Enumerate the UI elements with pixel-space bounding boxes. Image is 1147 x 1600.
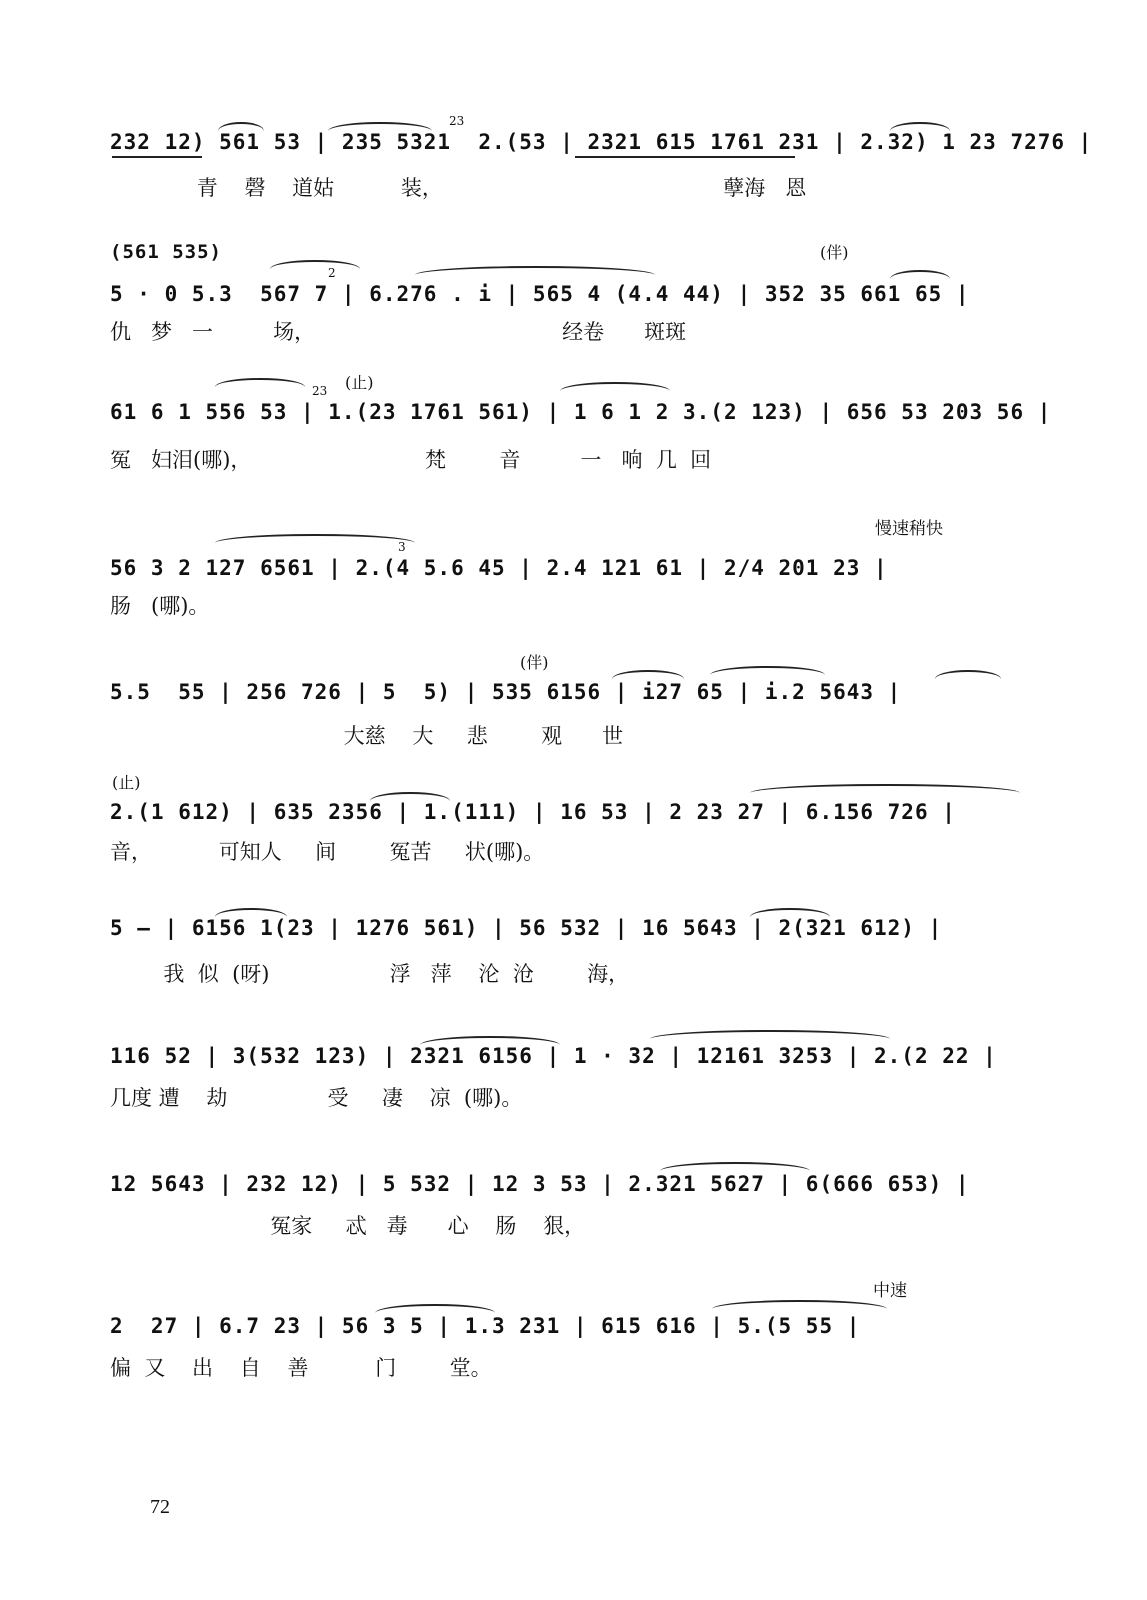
notation-line: 2.(1 612) | 635 2356 | 1.(111) | 16 53 | 2 23 27 | 6.156 726 | bbox=[110, 800, 956, 824]
slur bbox=[328, 122, 432, 131]
notation-line: 232 12) 561 53 | 235 5321 2.(53 | 2321 615 1761 231 | 2.32) 1 23 7276 | bbox=[110, 130, 1093, 154]
tempo-mark: 中速 bbox=[873, 1281, 907, 1301]
slur bbox=[890, 122, 950, 131]
lyric-line: 大慈 大 悲 观 世 bbox=[110, 724, 624, 748]
grace-note: 3 bbox=[398, 540, 406, 554]
slur bbox=[650, 1030, 890, 1039]
accompaniment-mark: (伴) bbox=[520, 653, 549, 672]
slur bbox=[890, 270, 950, 279]
grace-note: 23 bbox=[449, 114, 465, 128]
notation-line: 61 6 1 556 53 | 1.(23 1761 561) | 1 6 1 2 3.(2 123) | 656 53 203 56 | bbox=[110, 400, 1052, 424]
grace-note: 23 bbox=[312, 384, 328, 398]
slur bbox=[935, 670, 1001, 679]
lyric-line: 冤 妇泪(哪)， 梵 音 一 响 几 回 bbox=[110, 448, 712, 472]
slur bbox=[370, 792, 450, 801]
slur bbox=[712, 1300, 887, 1309]
notation-line: 56 3 2 127 6561 | 2.(4 5.6 45 | 2.4 121 61 | 2/4 201 23 | bbox=[110, 556, 888, 580]
slur bbox=[710, 666, 825, 675]
notation-line: 2 27 | 6.7 23 | 56 3 5 | 1.3 231 | 615 616 | 5.(5 55 | bbox=[110, 1314, 861, 1338]
notation-prefix: (561 535) bbox=[110, 241, 222, 263]
notation-line: 116 52 | 3(532 123) | 2321 6156 | 1 · 32 | 12161 3253 | 2.(2 22 | bbox=[110, 1044, 997, 1068]
stop-mark: (止) bbox=[112, 773, 141, 792]
slur bbox=[560, 382, 670, 391]
slur bbox=[415, 266, 655, 275]
slur bbox=[215, 534, 415, 543]
lyric-line: 偏 又 出 自 善 门 堂。 bbox=[110, 1356, 492, 1380]
slur bbox=[420, 1036, 560, 1045]
slur bbox=[750, 908, 830, 917]
tempo-mark: 慢速稍快 bbox=[875, 519, 943, 539]
lyric-line: 我 似 (呀) 浮 萍 沦 沧 海， bbox=[110, 962, 630, 986]
notation-line: 5 · 0 5.3 567 7 | 6.276 . i | 565 4 (4.4 44) | 352 35 661 65 | bbox=[110, 282, 970, 306]
slur bbox=[660, 1162, 810, 1171]
underline bbox=[112, 156, 202, 158]
lyric-line: 青 磬 道姑 装， 孽海 恩 bbox=[110, 176, 807, 200]
slur bbox=[215, 378, 305, 387]
lyric-line: 肠 (哪)。 bbox=[110, 594, 210, 618]
underline bbox=[575, 156, 795, 158]
grace-note: 2 bbox=[328, 266, 336, 280]
lyric-line: 仇 梦 一 场， 经卷 斑斑 bbox=[110, 320, 687, 344]
notation-line: 12 5643 | 232 12) | 5 532 | 12 3 53 | 2.321 5627 | 6(666 653) | bbox=[110, 1172, 970, 1196]
slur bbox=[218, 122, 264, 131]
slur bbox=[270, 260, 360, 269]
notation-line: 5.5 55 | 256 726 | 5 5) | 535 6156 | i27 65 | i.2 5643 | bbox=[110, 680, 902, 704]
slur bbox=[215, 908, 287, 917]
lyric-line: 音， 可知人 间 冤苦 状(哪)。 bbox=[110, 840, 545, 864]
stop-mark: (止) bbox=[345, 373, 374, 392]
slur bbox=[750, 784, 1020, 793]
lyric-line: 几度 遭 劫 受 凄 凉 (哪)。 bbox=[110, 1086, 523, 1110]
notation-line: 5 — | 6156 1(23 | 1276 561) | 56 532 | 16 5643 | 2(321 612) | bbox=[110, 916, 943, 940]
lyric-line: 冤家 忒 毒 心 肠 狠， bbox=[110, 1214, 586, 1238]
slur bbox=[375, 1304, 495, 1313]
page-number: 72 bbox=[150, 1496, 170, 1518]
accompaniment-mark: (伴) bbox=[820, 243, 849, 262]
slur bbox=[612, 670, 684, 679]
